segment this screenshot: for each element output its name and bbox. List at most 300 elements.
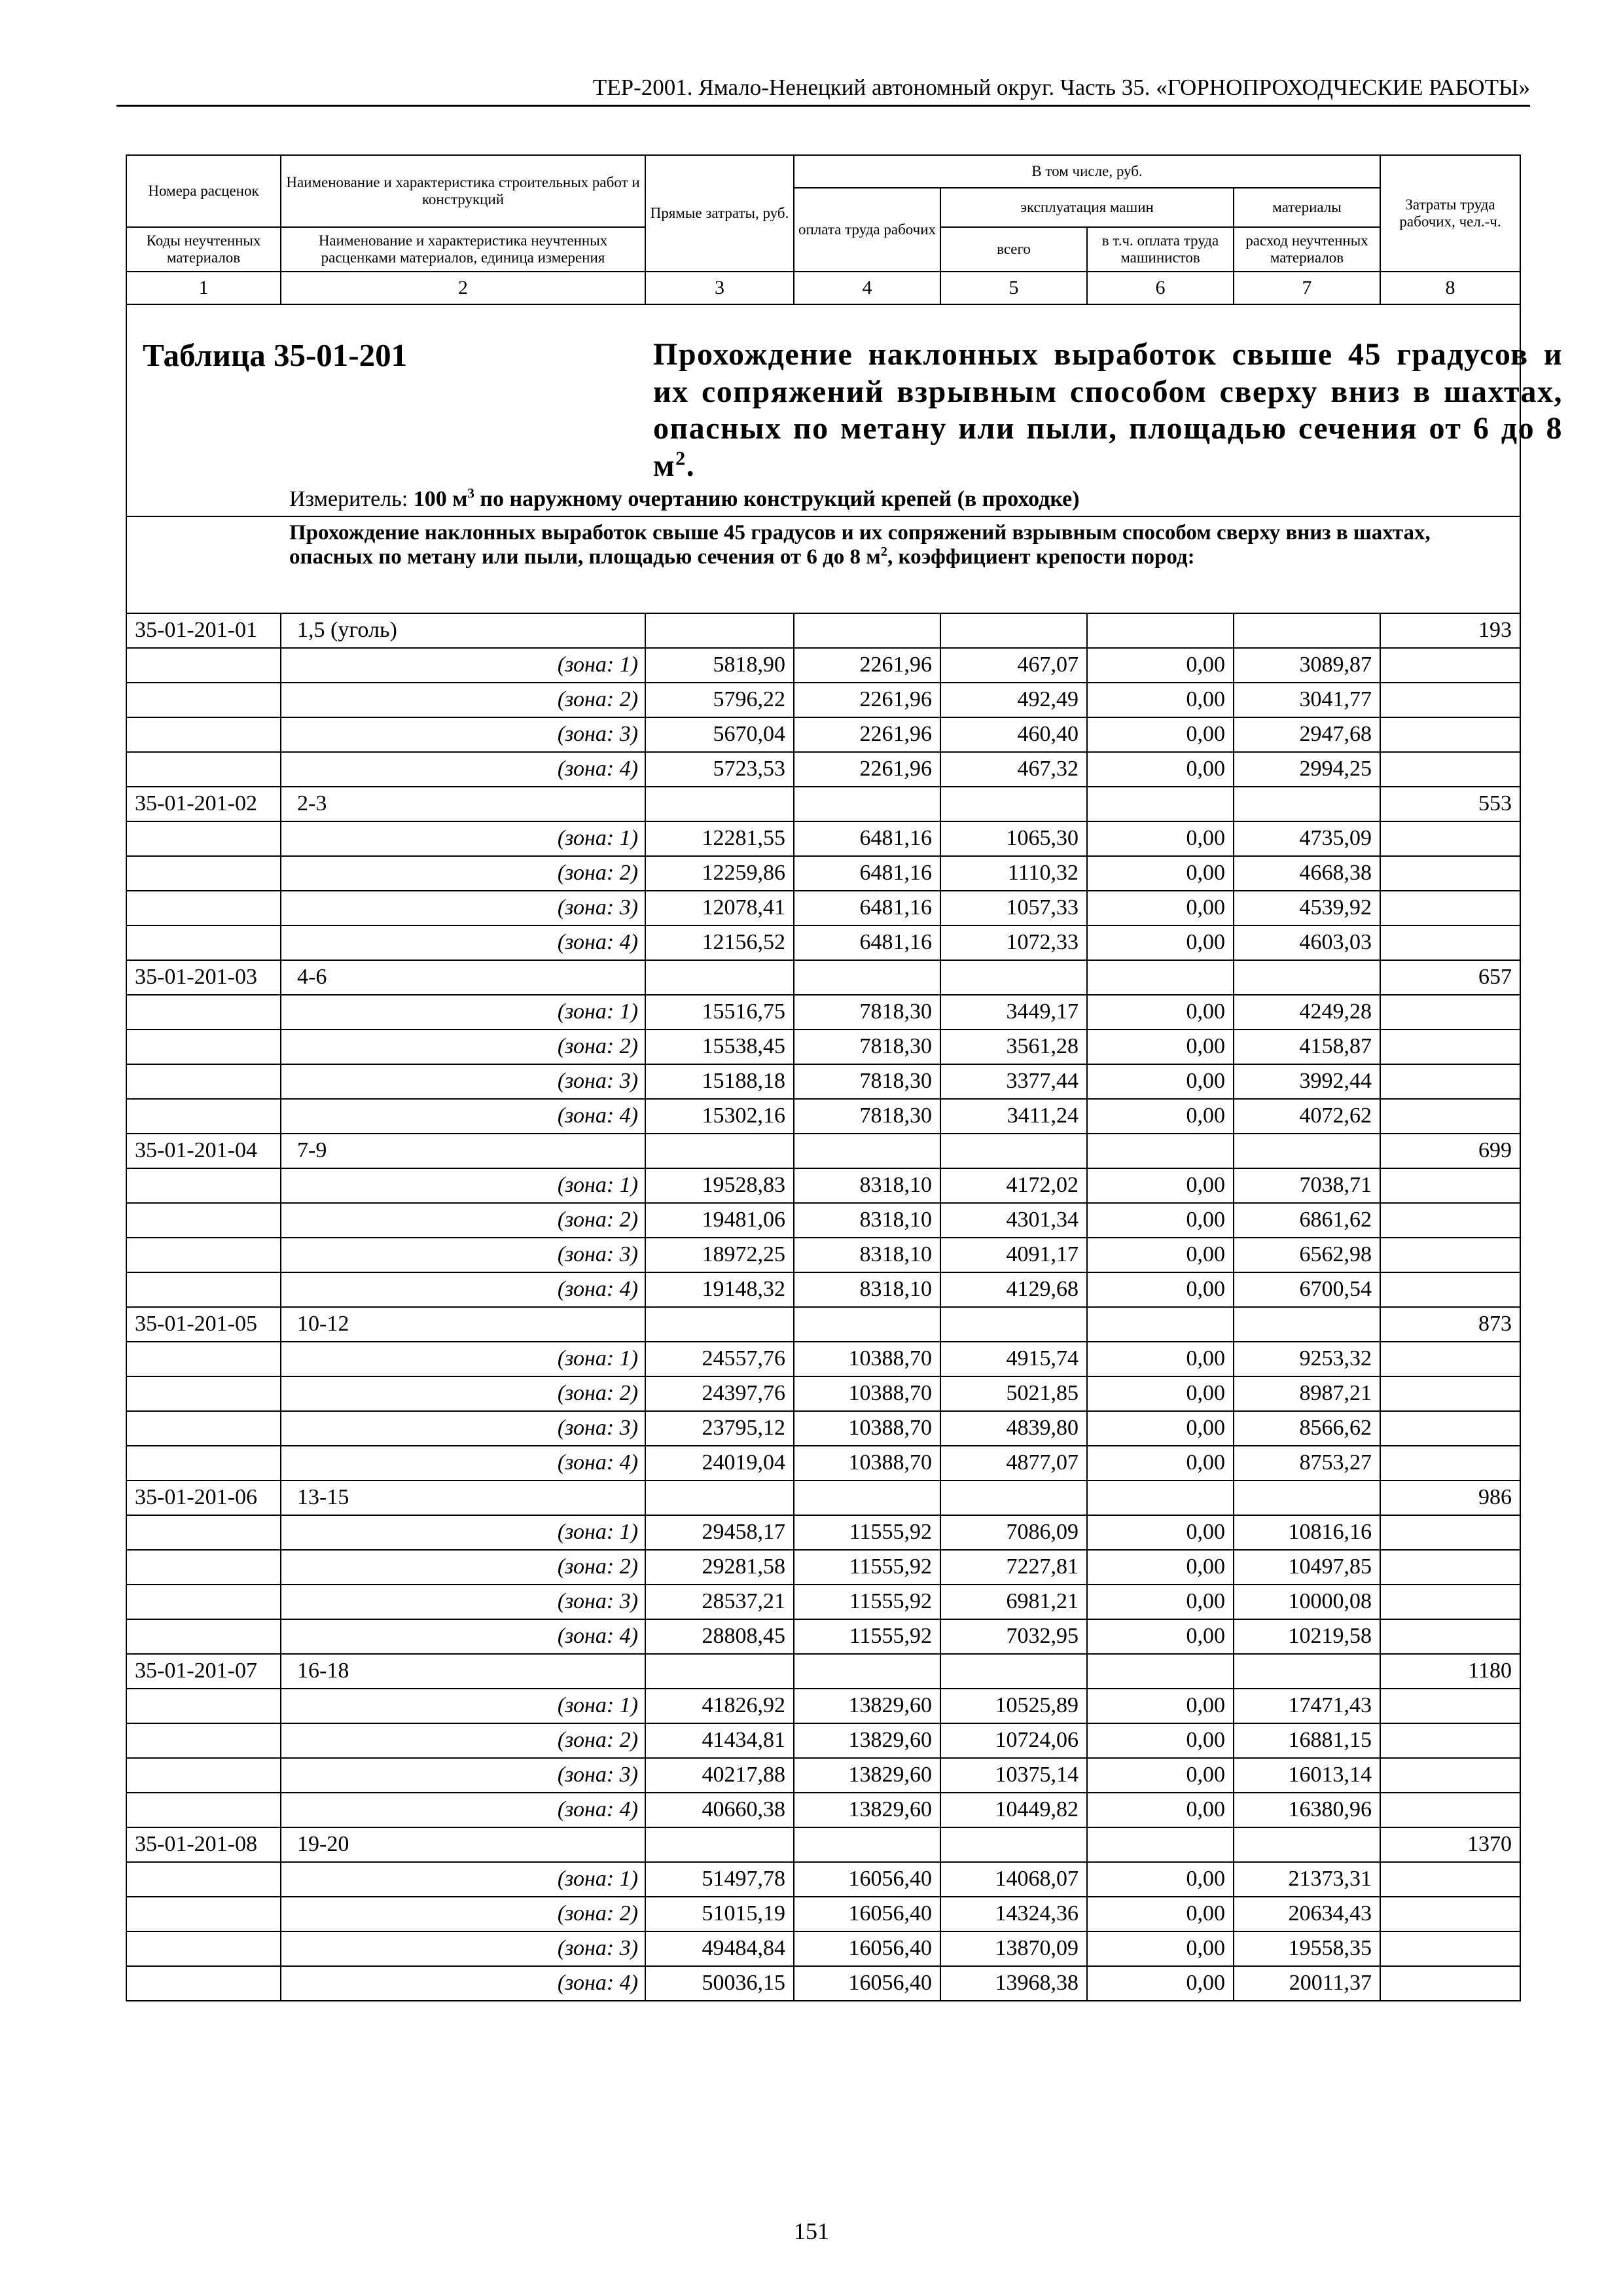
zone-label: (зона: 1) xyxy=(281,1689,645,1723)
zone-label: (зона: 1) xyxy=(281,995,645,1030)
operators-cost: 0,00 xyxy=(1087,683,1234,717)
direct-cost: 51015,19 xyxy=(645,1897,794,1931)
materials-cost: 4072,62 xyxy=(1234,1099,1380,1134)
wages-cost: 6481,16 xyxy=(794,856,940,891)
zone-label: (зона: 2) xyxy=(281,1030,645,1064)
rate-code-row xyxy=(126,1654,1520,1689)
machines-cost: 6981,21 xyxy=(940,1585,1087,1619)
empty-cell xyxy=(1380,1689,1520,1723)
empty-cell xyxy=(126,648,281,683)
empty-cell xyxy=(1380,1862,1520,1897)
empty-cell xyxy=(794,1134,940,1168)
empty-cell xyxy=(126,1168,281,1203)
direct-cost: 15302,16 xyxy=(645,1099,794,1134)
machines-cost: 1072,33 xyxy=(940,925,1087,960)
labor-cost: 873 xyxy=(1380,1307,1520,1342)
empty-cell xyxy=(126,1862,281,1897)
table-number: Таблица 35-01-201 xyxy=(143,337,408,373)
materials-cost: 10816,16 xyxy=(1234,1515,1380,1550)
operators-cost: 0,00 xyxy=(1087,1342,1234,1376)
section-subtitle xyxy=(126,516,1520,613)
zone-row xyxy=(126,1342,1520,1376)
empty-cell xyxy=(794,1307,940,1342)
direct-cost: 40660,38 xyxy=(645,1793,794,1827)
header-wages: оплата труда рабочих xyxy=(794,188,940,272)
rate-name: 4-6 xyxy=(281,960,645,995)
header-machine-operation: эксплуатация машин xyxy=(940,188,1234,227)
empty-cell xyxy=(126,1550,281,1585)
empty-cell xyxy=(1234,1654,1380,1689)
machines-cost: 7032,95 xyxy=(940,1619,1087,1654)
machines-cost: 7086,09 xyxy=(940,1515,1087,1550)
empty-cell xyxy=(1380,1272,1520,1307)
operators-cost: 0,00 xyxy=(1087,1030,1234,1064)
empty-cell xyxy=(1087,1134,1234,1168)
zone-label: (зона: 3) xyxy=(281,891,645,925)
materials-cost: 10219,58 xyxy=(1234,1619,1380,1654)
table-name-text: Прохождение наклонных выработок свыше 45 градусов и их сопряжений взрывным способом сверху вниз в шахтах, опасных по метану или пыли, площадью сечения от 6 до 8 м xyxy=(653,337,1563,483)
operators-cost: 0,00 xyxy=(1087,1619,1234,1654)
wages-cost: 10388,70 xyxy=(794,1446,940,1480)
zone-row xyxy=(126,1376,1520,1411)
materials-cost: 6700,54 xyxy=(1234,1272,1380,1307)
empty-cell xyxy=(940,1654,1087,1689)
empty-cell xyxy=(940,787,1087,821)
rate-code: 35-01-201-05 xyxy=(126,1307,281,1342)
materials-cost: 17471,43 xyxy=(1234,1689,1380,1723)
rate-code-row xyxy=(126,787,1520,821)
empty-cell xyxy=(1380,925,1520,960)
empty-cell xyxy=(126,1723,281,1758)
empty-cell xyxy=(126,925,281,960)
zone-label: (зона: 4) xyxy=(281,1793,645,1827)
direct-cost: 12078,41 xyxy=(645,891,794,925)
zone-row xyxy=(126,1723,1520,1758)
operators-cost: 0,00 xyxy=(1087,1862,1234,1897)
rate-code-row xyxy=(126,1827,1520,1862)
rate-rows xyxy=(126,613,1520,2001)
operators-cost: 0,00 xyxy=(1087,648,1234,683)
empty-cell xyxy=(1380,1030,1520,1064)
empty-cell xyxy=(794,1480,940,1515)
wages-cost: 13829,60 xyxy=(794,1689,940,1723)
zone-row xyxy=(126,1585,1520,1619)
empty-cell xyxy=(1380,1064,1520,1099)
rate-code-row xyxy=(126,613,1520,648)
zone-row xyxy=(126,1168,1520,1203)
subtitle-sup: 2 xyxy=(880,544,887,559)
zone-label: (зона: 4) xyxy=(281,1619,645,1654)
empty-cell xyxy=(1087,613,1234,648)
empty-cell xyxy=(940,1134,1087,1168)
machines-cost: 10724,06 xyxy=(940,1723,1087,1758)
materials-cost: 21373,31 xyxy=(1234,1862,1380,1897)
empty-cell xyxy=(126,1515,281,1550)
machines-cost: 7227,81 xyxy=(940,1550,1087,1585)
materials-cost: 4158,87 xyxy=(1234,1030,1380,1064)
direct-cost: 19481,06 xyxy=(645,1203,794,1238)
machines-cost: 460,40 xyxy=(940,717,1087,752)
empty-cell xyxy=(126,1758,281,1793)
meter-label: Измеритель: xyxy=(289,487,414,511)
direct-cost: 5818,90 xyxy=(645,648,794,683)
zone-row xyxy=(126,752,1520,787)
empty-cell xyxy=(1380,891,1520,925)
column-number: 4 xyxy=(794,272,940,304)
zone-label: (зона: 1) xyxy=(281,1862,645,1897)
empty-cell xyxy=(645,1654,794,1689)
empty-cell xyxy=(126,1793,281,1827)
empty-cell xyxy=(1380,1203,1520,1238)
empty-cell xyxy=(794,1654,940,1689)
zone-row xyxy=(126,1793,1520,1827)
machines-cost: 13870,09 xyxy=(940,1931,1087,1966)
header-material-codes: Коды неучтенных материалов xyxy=(126,227,281,272)
zone-label: (зона: 2) xyxy=(281,1550,645,1585)
empty-cell xyxy=(1380,648,1520,683)
running-header-text: ТЕР-2001. Ямало-Ненецкий автономный округ. Часть 35. «ГОРНОПРОХОДЧЕСКИЕ РАБОТЫ» xyxy=(592,75,1530,100)
rates-table xyxy=(126,154,1563,2001)
rate-name: 16-18 xyxy=(281,1654,645,1689)
wages-cost: 11555,92 xyxy=(794,1619,940,1654)
zone-row xyxy=(126,717,1520,752)
labor-cost: 1370 xyxy=(1380,1827,1520,1862)
empty-cell xyxy=(645,613,794,648)
empty-cell xyxy=(1380,1619,1520,1654)
rate-code: 35-01-201-03 xyxy=(126,960,281,995)
empty-cell xyxy=(1380,1515,1520,1550)
rate-name: 13-15 xyxy=(281,1480,645,1515)
materials-cost: 3089,87 xyxy=(1234,648,1380,683)
empty-cell xyxy=(126,1619,281,1654)
rate-code-row xyxy=(126,1307,1520,1342)
direct-cost: 29458,17 xyxy=(645,1515,794,1550)
subtitle-text: Прохождение наклонных выработок свыше 45 градусов и их сопряжений взрывным способом сверху вниз в шахтах, опасных по метану или пыли, площадью сечения от 6 до 8 м xyxy=(289,521,1431,569)
rate-code: 35-01-201-02 xyxy=(126,787,281,821)
wages-cost: 10388,70 xyxy=(794,1342,940,1376)
empty-cell xyxy=(126,1272,281,1307)
direct-cost: 19528,83 xyxy=(645,1168,794,1203)
zone-row xyxy=(126,1064,1520,1099)
zone-row xyxy=(126,995,1520,1030)
operators-cost: 0,00 xyxy=(1087,1550,1234,1585)
zone-row xyxy=(126,1862,1520,1897)
machines-cost: 4301,34 xyxy=(940,1203,1087,1238)
table-meter xyxy=(289,487,1080,512)
wages-cost: 8318,10 xyxy=(794,1203,940,1238)
materials-cost: 8753,27 xyxy=(1234,1446,1380,1480)
machines-cost: 4839,80 xyxy=(940,1411,1087,1446)
wages-cost: 11555,92 xyxy=(794,1585,940,1619)
header-operator-wages: в т.ч. оплата труда машинистов xyxy=(1087,227,1234,272)
materials-cost: 6562,98 xyxy=(1234,1238,1380,1272)
empty-cell xyxy=(126,1966,281,2001)
zone-row xyxy=(126,683,1520,717)
empty-cell xyxy=(1380,856,1520,891)
column-number: 5 xyxy=(940,272,1087,304)
empty-cell xyxy=(126,683,281,717)
wages-cost: 13829,60 xyxy=(794,1758,940,1793)
zone-row xyxy=(126,1758,1520,1793)
column-number: 2 xyxy=(281,272,645,304)
empty-cell xyxy=(126,717,281,752)
operators-cost: 0,00 xyxy=(1087,1723,1234,1758)
empty-cell xyxy=(1380,1897,1520,1931)
empty-cell xyxy=(645,787,794,821)
rate-code: 35-01-201-07 xyxy=(126,1654,281,1689)
operators-cost: 0,00 xyxy=(1087,1793,1234,1827)
header-materials: материалы xyxy=(1234,188,1380,227)
empty-cell xyxy=(794,787,940,821)
empty-cell xyxy=(1087,1480,1234,1515)
empty-cell xyxy=(1234,787,1380,821)
zone-row xyxy=(126,1515,1520,1550)
header-including: В том числе, руб. xyxy=(794,155,1380,188)
operators-cost: 0,00 xyxy=(1087,752,1234,787)
column-number: 8 xyxy=(1380,272,1520,304)
empty-cell xyxy=(940,1480,1087,1515)
zone-label: (зона: 2) xyxy=(281,856,645,891)
header-material-names: Наименование и характеристика неучтенных расценками материалов, единица измерения xyxy=(281,227,645,272)
column-number: 7 xyxy=(1234,272,1380,304)
column-numbers-row xyxy=(126,272,1520,304)
operators-cost: 0,00 xyxy=(1087,891,1234,925)
machines-cost: 5021,85 xyxy=(940,1376,1087,1411)
materials-cost: 10497,85 xyxy=(1234,1550,1380,1585)
machines-cost: 3449,17 xyxy=(940,995,1087,1030)
wages-cost: 6481,16 xyxy=(794,891,940,925)
empty-cell xyxy=(1380,1238,1520,1272)
operators-cost: 0,00 xyxy=(1087,1446,1234,1480)
direct-cost: 24397,76 xyxy=(645,1376,794,1411)
operators-cost: 0,00 xyxy=(1087,1376,1234,1411)
labor-cost: 986 xyxy=(1380,1480,1520,1515)
empty-cell xyxy=(1087,787,1234,821)
rate-code: 35-01-201-06 xyxy=(126,1480,281,1515)
materials-cost: 10000,08 xyxy=(1234,1585,1380,1619)
wages-cost: 11555,92 xyxy=(794,1550,940,1585)
wages-cost: 6481,16 xyxy=(794,821,940,856)
materials-cost: 7038,71 xyxy=(1234,1168,1380,1203)
zone-label: (зона: 4) xyxy=(281,925,645,960)
empty-cell xyxy=(645,1827,794,1862)
empty-cell xyxy=(1380,821,1520,856)
empty-cell xyxy=(1380,995,1520,1030)
empty-cell xyxy=(645,1307,794,1342)
operators-cost: 0,00 xyxy=(1087,995,1234,1030)
empty-cell xyxy=(1234,1307,1380,1342)
zone-row xyxy=(126,1550,1520,1585)
empty-cell xyxy=(126,1689,281,1723)
subtitle-rest: , коэффициент крепости пород: xyxy=(887,545,1195,569)
zone-label: (зона: 1) xyxy=(281,821,645,856)
wages-cost: 7818,30 xyxy=(794,1064,940,1099)
zone-label: (зона: 2) xyxy=(281,1723,645,1758)
direct-cost: 23795,12 xyxy=(645,1411,794,1446)
rate-name: 2-3 xyxy=(281,787,645,821)
machines-cost: 10375,14 xyxy=(940,1758,1087,1793)
zone-label: (зона: 4) xyxy=(281,1099,645,1134)
rate-name: 1,5 (уголь) xyxy=(281,613,645,648)
empty-cell xyxy=(126,995,281,1030)
direct-cost: 15188,18 xyxy=(645,1064,794,1099)
zone-label: (зона: 4) xyxy=(281,1272,645,1307)
direct-cost: 12259,86 xyxy=(645,856,794,891)
labor-cost: 193 xyxy=(1380,613,1520,648)
machines-cost: 4915,74 xyxy=(940,1342,1087,1376)
empty-cell xyxy=(1380,1099,1520,1134)
wages-cost: 11555,92 xyxy=(794,1515,940,1550)
machines-cost: 1057,33 xyxy=(940,891,1087,925)
zone-label: (зона: 1) xyxy=(281,1515,645,1550)
wages-cost: 10388,70 xyxy=(794,1411,940,1446)
zone-row xyxy=(126,1931,1520,1966)
header-work-name: Наименование и характеристика строительных работ и конструкций xyxy=(281,155,645,227)
machines-cost: 1065,30 xyxy=(940,821,1087,856)
zone-row xyxy=(126,891,1520,925)
wages-cost: 13829,60 xyxy=(794,1793,940,1827)
zone-label: (зона: 3) xyxy=(281,717,645,752)
materials-cost: 4735,09 xyxy=(1234,821,1380,856)
empty-cell xyxy=(126,1238,281,1272)
materials-cost: 20011,37 xyxy=(1234,1966,1380,2001)
zone-label: (зона: 2) xyxy=(281,1897,645,1931)
empty-cell xyxy=(126,1897,281,1931)
empty-cell xyxy=(794,960,940,995)
empty-cell xyxy=(126,856,281,891)
machines-cost: 4091,17 xyxy=(940,1238,1087,1272)
meter-value: 100 $м^3$ по наружному очертанию конструкций крепей (в проходке) xyxy=(413,485,1080,511)
machines-cost: 467,07 xyxy=(940,648,1087,683)
rate-code-row xyxy=(126,1134,1520,1168)
machines-cost: 3561,28 xyxy=(940,1030,1087,1064)
direct-cost: 49484,84 xyxy=(645,1931,794,1966)
machines-cost: 492,49 xyxy=(940,683,1087,717)
rate-name: 7-9 xyxy=(281,1134,645,1168)
zone-row xyxy=(126,1238,1520,1272)
wages-cost: 8318,10 xyxy=(794,1272,940,1307)
running-header xyxy=(116,65,1530,107)
zone-row xyxy=(126,1272,1520,1307)
empty-cell xyxy=(1234,960,1380,995)
machines-cost: 4172,02 xyxy=(940,1168,1087,1203)
empty-cell xyxy=(126,1376,281,1411)
empty-cell xyxy=(1087,1654,1234,1689)
empty-cell xyxy=(126,1099,281,1134)
zone-label: (зона: 3) xyxy=(281,1064,645,1099)
zone-row xyxy=(126,1099,1520,1134)
operators-cost: 0,00 xyxy=(1087,717,1234,752)
header-machines-total: всего xyxy=(940,227,1087,272)
materials-cost: 6861,62 xyxy=(1234,1203,1380,1238)
rate-code-row xyxy=(126,960,1520,995)
zone-row xyxy=(126,1619,1520,1654)
empty-cell xyxy=(1087,960,1234,995)
empty-cell xyxy=(126,821,281,856)
zone-label: (зона: 2) xyxy=(281,1376,645,1411)
rate-code: 35-01-201-08 xyxy=(126,1827,281,1862)
operators-cost: 0,00 xyxy=(1087,1931,1234,1966)
header-labor-costs: Затраты труда рабочих, чел.-ч. xyxy=(1380,155,1520,272)
operators-cost: 0,00 xyxy=(1087,1064,1234,1099)
table-name xyxy=(653,336,1563,485)
empty-cell xyxy=(1380,1550,1520,1585)
empty-cell xyxy=(1380,1411,1520,1446)
direct-cost: 12281,55 xyxy=(645,821,794,856)
machines-cost: 14324,36 xyxy=(940,1897,1087,1931)
labor-cost: 1180 xyxy=(1380,1654,1520,1689)
empty-cell xyxy=(645,960,794,995)
empty-cell xyxy=(1380,1793,1520,1827)
operators-cost: 0,00 xyxy=(1087,1168,1234,1203)
materials-cost: 4249,28 xyxy=(1234,995,1380,1030)
column-number: 3 xyxy=(645,272,794,304)
wages-cost: 7818,30 xyxy=(794,995,940,1030)
zone-row xyxy=(126,925,1520,960)
materials-cost: 4668,38 xyxy=(1234,856,1380,891)
materials-cost: 19558,35 xyxy=(1234,1931,1380,1966)
materials-cost: 20634,43 xyxy=(1234,1897,1380,1931)
zone-row xyxy=(126,1411,1520,1446)
zone-row xyxy=(126,1897,1520,1931)
materials-cost: 2994,25 xyxy=(1234,752,1380,787)
empty-cell xyxy=(940,960,1087,995)
direct-cost: 29281,58 xyxy=(645,1550,794,1585)
table-name-end: . xyxy=(686,448,696,483)
rate-code: 35-01-201-01 xyxy=(126,613,281,648)
operators-cost: 0,00 xyxy=(1087,1966,1234,2001)
empty-cell xyxy=(1380,717,1520,752)
empty-cell xyxy=(126,1203,281,1238)
table-name-sup: 2 xyxy=(675,447,687,469)
operators-cost: 0,00 xyxy=(1087,1099,1234,1134)
empty-cell xyxy=(940,1827,1087,1862)
direct-cost: 50036,15 xyxy=(645,1966,794,2001)
empty-cell xyxy=(645,1480,794,1515)
zone-row xyxy=(126,648,1520,683)
empty-cell xyxy=(794,1827,940,1862)
page-number: 151 xyxy=(794,2218,829,2244)
direct-cost: 12156,52 xyxy=(645,925,794,960)
operators-cost: 0,00 xyxy=(1087,1272,1234,1307)
zone-label: (зона: 1) xyxy=(281,1168,645,1203)
materials-cost: 8987,21 xyxy=(1234,1376,1380,1411)
rate-code: 35-01-201-04 xyxy=(126,1134,281,1168)
machines-cost: 1110,32 xyxy=(940,856,1087,891)
column-number: 1 xyxy=(126,272,281,304)
labor-cost: 699 xyxy=(1380,1134,1520,1168)
header-direct-costs: Прямые затраты, руб. xyxy=(645,155,794,272)
wages-cost: 13829,60 xyxy=(794,1723,940,1758)
materials-cost: 16881,15 xyxy=(1234,1723,1380,1758)
empty-cell xyxy=(1234,613,1380,648)
machines-cost: 3411,24 xyxy=(940,1099,1087,1134)
direct-cost: 19148,32 xyxy=(645,1272,794,1307)
wages-cost: 2261,96 xyxy=(794,648,940,683)
operators-cost: 0,00 xyxy=(1087,821,1234,856)
operators-cost: 0,00 xyxy=(1087,1897,1234,1931)
empty-cell xyxy=(1380,1723,1520,1758)
materials-cost: 4539,92 xyxy=(1234,891,1380,925)
wages-cost: 7818,30 xyxy=(794,1030,940,1064)
zone-row xyxy=(126,1203,1520,1238)
zone-label: (зона: 4) xyxy=(281,1446,645,1480)
direct-cost: 5796,22 xyxy=(645,683,794,717)
wages-cost: 8318,10 xyxy=(794,1168,940,1203)
empty-cell xyxy=(126,1342,281,1376)
empty-cell xyxy=(1087,1307,1234,1342)
empty-cell xyxy=(126,1585,281,1619)
